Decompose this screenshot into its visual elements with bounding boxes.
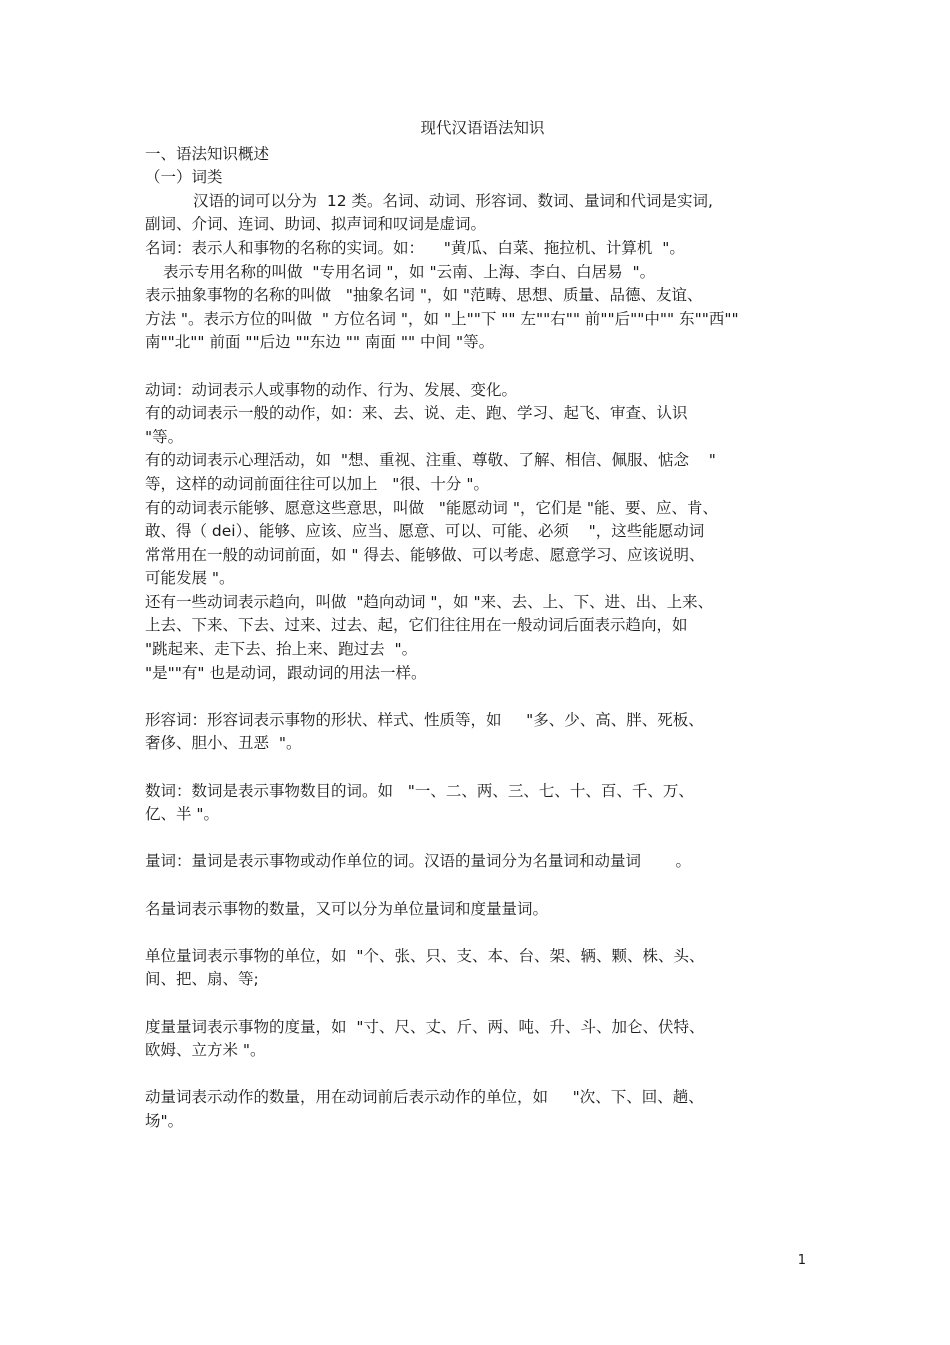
verb-paragraph-line: 上去、下来、下去、过来、过去、起，它们往往用在一般动词后面表示趋向，如 <box>145 616 688 635</box>
paragraph-spacer <box>145 874 810 898</box>
paragraph-spacer <box>145 756 810 780</box>
paragraph-spacer <box>145 355 810 379</box>
verbal-measure-paragraph-line: 场"。 <box>145 1111 184 1130</box>
verb-paragraph-line: 常常用在一般的动词前面，如 " 得去、能够做、可以考虑、愿意学习、应该说明、 <box>145 545 705 564</box>
verb-paragraph-line: 可能发展 "。 <box>145 569 235 588</box>
adjective-paragraph-line: 形容词：形容词表示事物的形状、样式、性质等，如 "多、少、高、胖、死板、 <box>145 710 704 729</box>
document-body <box>145 117 810 1134</box>
unit-measure-paragraph-line: 间、把、扇、等; <box>145 970 259 989</box>
verbal-measure-paragraph-line: 动量词表示动作的数量，用在动词前后表示动作的单位，如 "次、下、回、趟、 <box>145 1088 704 1107</box>
unit-measure-paragraph-line: 单位量词表示事物的单位，如 "个、张、只、支、本、台、架、辆、颗、株、头、 <box>145 946 705 965</box>
verb-paragraph-line: "等。 <box>145 427 184 446</box>
noun-paragraph-line: 表示专用名称的叫做 "专用名词 "，如 "云南、上海、李白、白居易 "。 <box>163 262 656 281</box>
paragraph-spacer <box>145 827 810 851</box>
intro-paragraph-line: 汉语的词可以分为 12 类。名词、动词、形容词、数词、量词和代词是实词, <box>193 191 713 210</box>
verb-paragraph-line: 等，这样的动词前面往往可以加上 "很、十分 "。 <box>145 474 489 493</box>
verb-paragraph-line: 有的动词表示一般的动作，如：来、去、说、走、跑、学习、起飞、审查、认识 <box>145 404 688 423</box>
verb-paragraph-line: 敢、得（ dei）、能够、应该、应当、愿意、可以、可能、必须 "，这些能愿动词 <box>145 522 705 541</box>
noun-paragraph-line: 方法 "。表示方位的叫做 " 方位名词 "，如 "上""下 "" 左""右"" 前""后""中"" 东""西"" <box>145 309 739 328</box>
noun-measure-paragraph-line: 名量词表示事物的数量，又可以分为单位量词和度量量词。 <box>145 899 549 918</box>
verb-paragraph-line: 有的动词表示能够、愿意这些意思，叫做 "能愿动词 "，它们是 "能、要、应、肯、 <box>145 498 719 517</box>
noun-paragraph-line: 名词：表示人和事物的名称的实词。如： "黄瓜、白菜、拖拉机、计算机 "。 <box>145 238 685 257</box>
verb-paragraph-line: "跳起来、走下去、抬上来、跑过去 "。 <box>145 640 418 659</box>
verb-paragraph-line: 有的动词表示心理活动，如 "想、重视、注重、尊敬、了解、相信、佩服、惦念 " <box>145 451 716 470</box>
verb-paragraph-line: 动词：动词表示人或事物的动作、行为、发展、变化。 <box>145 380 518 399</box>
verb-paragraph-line: "是""有" 也是动词，跟动词的用法一样。 <box>145 663 427 682</box>
section-heading: 一、语法知识概述 <box>145 144 270 163</box>
paragraph-spacer <box>145 1063 810 1087</box>
paragraph-spacer <box>145 921 810 945</box>
noun-paragraph-line: 表示抽象事物的名称的叫做 "抽象名词 "，如 "范畴、思想、质量、品德、友谊、 <box>145 286 703 305</box>
numeral-paragraph-line: 亿、半 "。 <box>145 805 220 824</box>
intro-paragraph-line: 副词、介词、连词、助词、拟声词和叹词是虚词。 <box>145 215 487 234</box>
paragraph-spacer <box>145 992 810 1016</box>
subsection-heading: （一）词类 <box>145 168 223 187</box>
document-title: 现代汉语语法知识 <box>420 119 545 137</box>
degree-measure-paragraph-line: 欧姆、立方米 "。 <box>145 1041 266 1060</box>
measure-word-paragraph-line: 量词：量词是表示事物或动作单位的词。汉语的量词分为名量词和动量词 。 <box>145 852 691 871</box>
page-number: 1 <box>797 1253 806 1268</box>
noun-paragraph-line: 南""北"" 前面 ""后边 ""东边 "" 南面 "" 中间 "等。 <box>145 333 495 352</box>
degree-measure-paragraph-line: 度量量词表示事物的度量，如 "寸、尺、丈、斤、两、吨、升、斗、加仑、伏特、 <box>145 1017 705 1036</box>
adjective-paragraph-line: 奢侈、胆小、丑恶 "。 <box>145 734 302 753</box>
paragraph-spacer <box>145 685 810 709</box>
numeral-paragraph-line: 数词：数词是表示事物数目的词。如 "一、二、两、三、七、十、百、千、万、 <box>145 781 694 800</box>
verb-paragraph-line: 还有一些动词表示趋向，叫做 "趋向动词 "，如 "来、去、上、下、进、出、上来、 <box>145 592 714 611</box>
